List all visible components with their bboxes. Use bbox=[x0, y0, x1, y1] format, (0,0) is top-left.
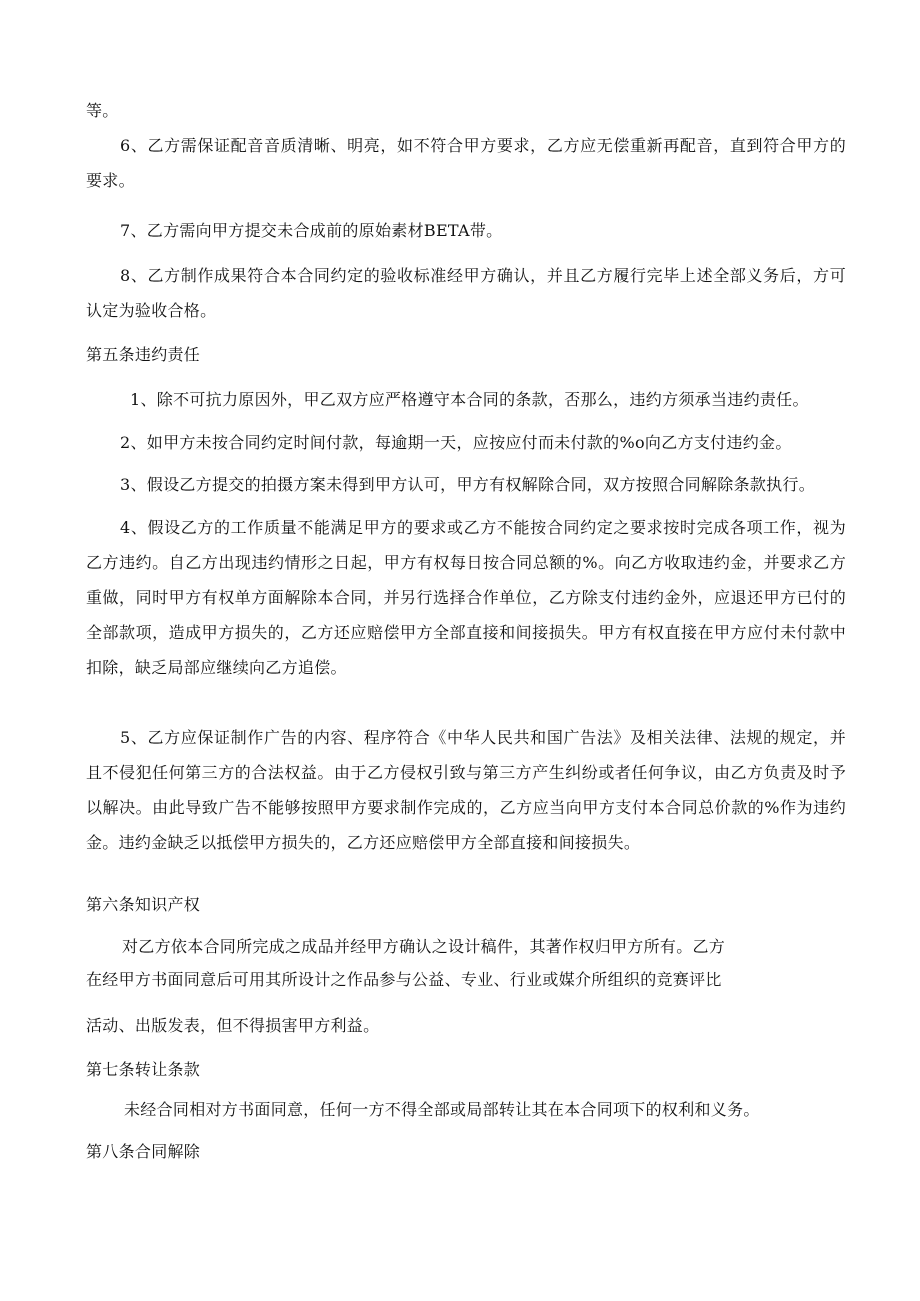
section-heading-8: 第八条合同解除 bbox=[86, 1142, 201, 1161]
clause-6-line-1: 对乙方依本合同所完成之成品并经甲方确认之设计稿件，其著作权归甲方所有。乙方 bbox=[122, 937, 726, 956]
clause-4-item-6: 6、乙方需保证配音音质清晰、明亮，如不符合甲方要求，乙方应无偿重新再配音，直到符合甲方的要求。 bbox=[86, 136, 846, 190]
paragraph-continuation: 等。 bbox=[86, 101, 119, 120]
section-heading-6: 第六条知识产权 bbox=[86, 895, 201, 914]
section-heading-5: 第五条违约责任 bbox=[86, 345, 201, 364]
clause-5-item-3: 3、假设乙方提交的拍摄方案未得到甲方认可，甲方有权解除合同，双方按照合同解除条款执行。 bbox=[120, 475, 816, 494]
clause-7-text: 未经合同相对方书面同意，任何一方不得全部或局部转让其在本合同项下的权利和义务。 bbox=[124, 1100, 760, 1119]
clause-6-line-2: 在经甲方书面同意后可用其所设计之作品参与公益、专业、行业或媒介所组织的竞赛评比 bbox=[86, 970, 722, 989]
section-heading-7: 第七条转让条款 bbox=[86, 1060, 201, 1079]
clause-6-line-3: 活动、出版发表，但不得损害甲方利益。 bbox=[86, 1016, 380, 1035]
clause-4-item-7: 7、乙方需向甲方提交未合成前的原始素材BETA带。 bbox=[120, 221, 503, 240]
clause-5-item-2: 2、如甲方未按合同约定时间付款，每逾期一天，应按应付而未付款的%o向乙方支付违约金。 bbox=[120, 433, 792, 452]
clause-5-item-1: 1、除不可抗力原因外，甲乙双方应严格遵守本合同的条款，否那么，违约方须承当违约责任。 bbox=[130, 390, 809, 409]
clause-5-item-4: 4、假设乙方的工作质量不能满足甲方的要求或乙方不能按合同约定之要求按时完成各项工作，视为乙方违约。自乙方出现违约情形之日起，甲方有权每日按合同总额的%。向乙方收取违约金，并要求乙方重做，同时甲方有权单方面解除本合同，并另行选择合作单位，乙方除支付违约金外，应退还甲方已付的全部款项，造成甲方损失的，乙方还应赔偿甲方全部直接和间接损失。甲方有权直接在甲方应付未付款中扣除，缺乏局部应继续向乙方追偿。 bbox=[86, 518, 846, 677]
clause-5-item-5: 5、乙方应保证制作广告的内容、程序符合《中华人民共和国广告法》及相关法律、法规的规定，并且不侵犯任何第三方的合法权益。由于乙方侵权引致与第三方产生纠纷或者任何争议，由乙方负责及时予以解决。由此导致广告不能够按照甲方要求制作完成的，乙方应当向甲方支付本合同总价款的%作为违约金。违约金缺乏以抵偿甲方损失的，乙方还应赔偿甲方全部直接和间接损失。 bbox=[86, 728, 846, 852]
clause-4-item-8: 8、乙方制作成果符合本合同约定的验收标准经甲方确认，并且乙方履行完毕上述全部义务后，方可认定为验收合格。 bbox=[86, 266, 846, 320]
